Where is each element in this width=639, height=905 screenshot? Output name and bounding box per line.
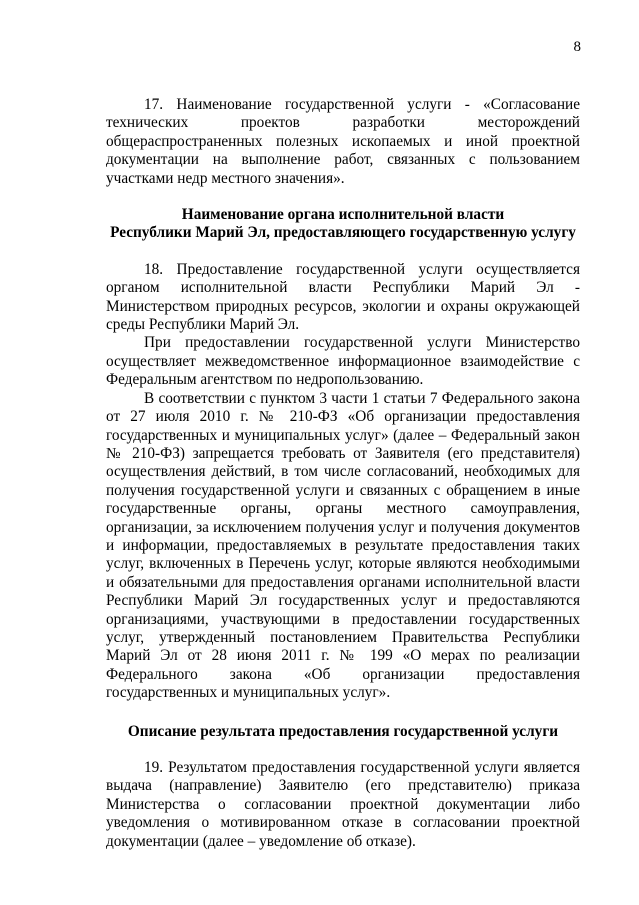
paragraph-17: 17. Наименование государственной услуги - «Согласование технических проектов разработки месторождений общераспространенных полезных ископаемых и иной проектной документации на выполнение работ, связанных с пользованием участками недр местного значения». (106, 96, 580, 187)
paragraph-18: 18. Предоставление государственной услуги осуществляется органом исполнительной власти Республики Марий Эл - Министерством природных ресурсов, экологии и охраны окружающей среды Республики Марий Эл. (106, 260, 580, 334)
paragraph-18-prohibition: В соответствии с пунктом 3 части 1 статьи 7 Федерального закона от 27 июля 2010 г. № 210-ФЗ «Об организации предоставления государственных и муниципальных услуг» (далее – Федеральный закон № 210-ФЗ) запрещается требовать от Заявителя (его представителя) осуществления действий, в том числе согласований, необходимых для получения государственной услуги и связанных с обращением в иные государственные органы, органы местного самоуправления, организации, за исключением получения услуг и получения документов и информации, предоставляемых в результате предоставления таких услуг, включенных в Перечень услуг, которые являются необходимыми и обязательными для предоставления органами исполнительной власти Республики Марий Эл государственных услуг и предоставляются организациями, участвующими в предоставлении государственных услуг, утвержденный постановлением Правительства Республики Марий Эл от 28 июня 2011 г. № 199 «О мерах по реализации Федерального закона «Об организации предоставления государственных и муниципальных услуг». (106, 389, 580, 702)
heading-result-line: Описание результата предоставления государственной услуги (127, 722, 559, 740)
heading-authority-line-1: Наименование органа исполнительной власти (181, 206, 505, 224)
heading-authority (106, 206, 580, 243)
document-body (106, 96, 580, 851)
page-number: 8 (573, 39, 581, 55)
heading-authority-line-2: Республики Марий Эл, предоставляющего государственную услугу (110, 224, 576, 242)
paragraph-18-interaction: При предоставлении государственной услуги Министерство осуществляет межведомственное информационное взаимодействие с Федеральным агентством по недропользованию. (106, 334, 580, 389)
heading-result (106, 723, 580, 741)
paragraph-19: 19. Результатом предоставления государственной услуги является выдача (направление) Заявителю (его представителю) приказа Министерства о согласовании проектной документации либо уведомления о мотивированном отказе в согласовании проектной документации (далее – уведомление об отказе). (106, 759, 580, 850)
